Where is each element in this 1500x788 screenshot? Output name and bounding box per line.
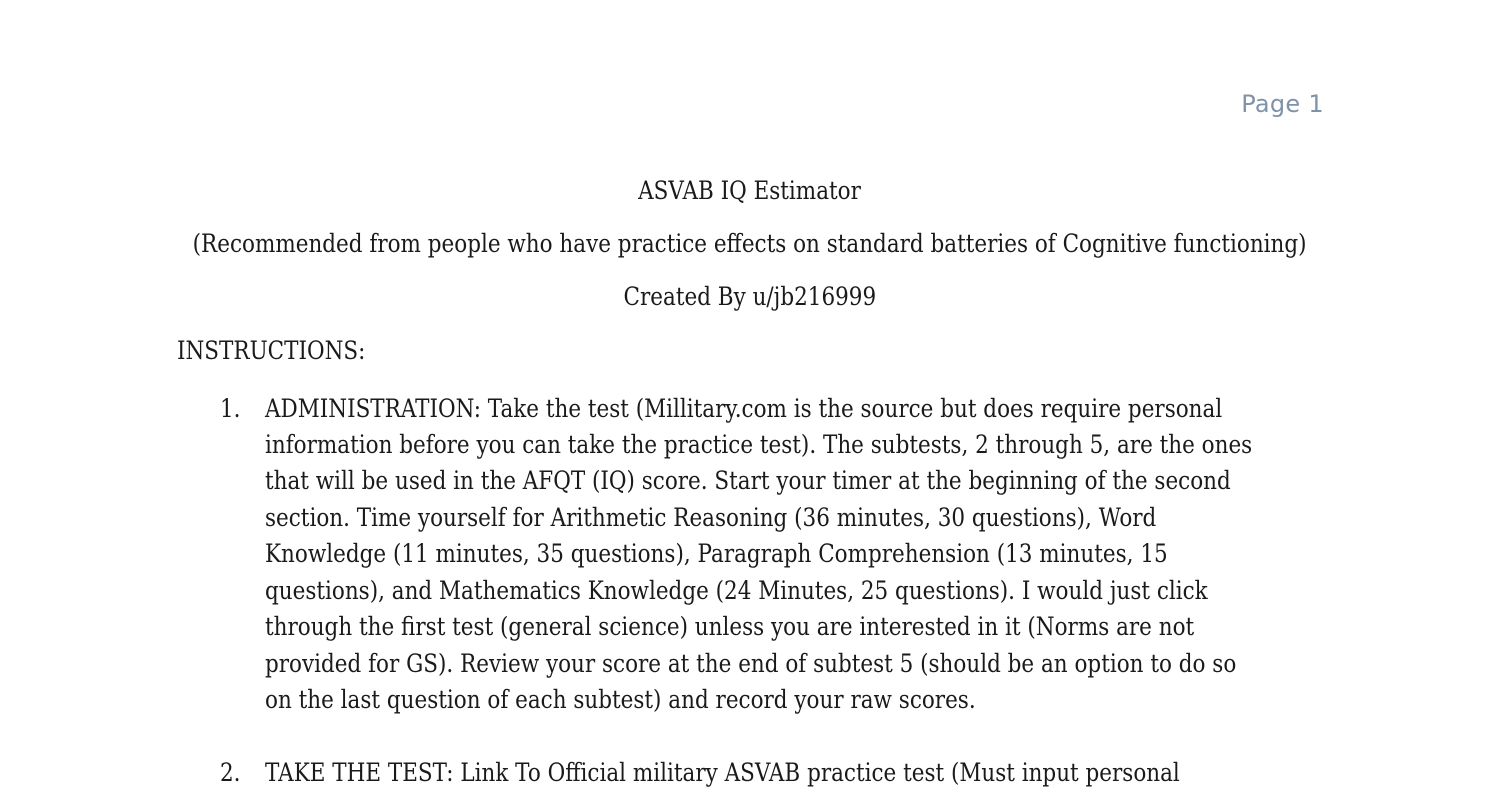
list-item-line: through the first test (general science) unless you are interested in it (Norms are not <box>265 612 1195 641</box>
list-item-line: TAKE THE TEST: Link To Official military ASVAB practice test (Must input personal <box>265 758 1180 787</box>
document-author <box>0 282 1500 312</box>
document-subtitle-text: (Recommended from people who have practice effects on standard batteries of Cognitive functioning) <box>193 229 1307 258</box>
list-item-line: questions), and Mathematics Knowledge (24 Minutes, 25 questions). I would just click <box>265 576 1208 605</box>
list-item-number: 1. <box>220 394 241 423</box>
list-item-line: ADMINISTRATION: Take the test (Millitary.com is the source but does require personal <box>265 394 1223 423</box>
instructions-heading: INSTRUCTIONS: <box>177 336 366 365</box>
list-item-line: on the last question of each subtest) and record your raw scores. <box>265 685 976 714</box>
document-author-text: Created By u/jb216999 <box>623 282 877 311</box>
document-title-text: ASVAB IQ Estimator <box>638 176 862 205</box>
list-item-line: that will be used in the AFQT (IQ) score. Start your timer at the beginning of the second <box>265 466 1231 495</box>
page-number: Page 1 <box>1241 90 1324 118</box>
list-item-line: provided for GS). Review your score at the end of subtest 5 (should be an option to do so <box>265 649 1237 678</box>
list-item-line: Knowledge (11 minutes, 35 questions), Paragraph Comprehension (13 minutes, 15 <box>265 539 1168 568</box>
document-subtitle <box>0 229 1500 259</box>
document-title <box>0 176 1500 206</box>
list-item-number: 2. <box>220 758 241 787</box>
list-item-line: section. Time yourself for Arithmetic Reasoning (36 minutes, 30 questions), Word <box>265 503 1157 532</box>
list-item-line: information before you can take the practice test). The subtests, 2 through 5, are the ones <box>265 430 1253 459</box>
